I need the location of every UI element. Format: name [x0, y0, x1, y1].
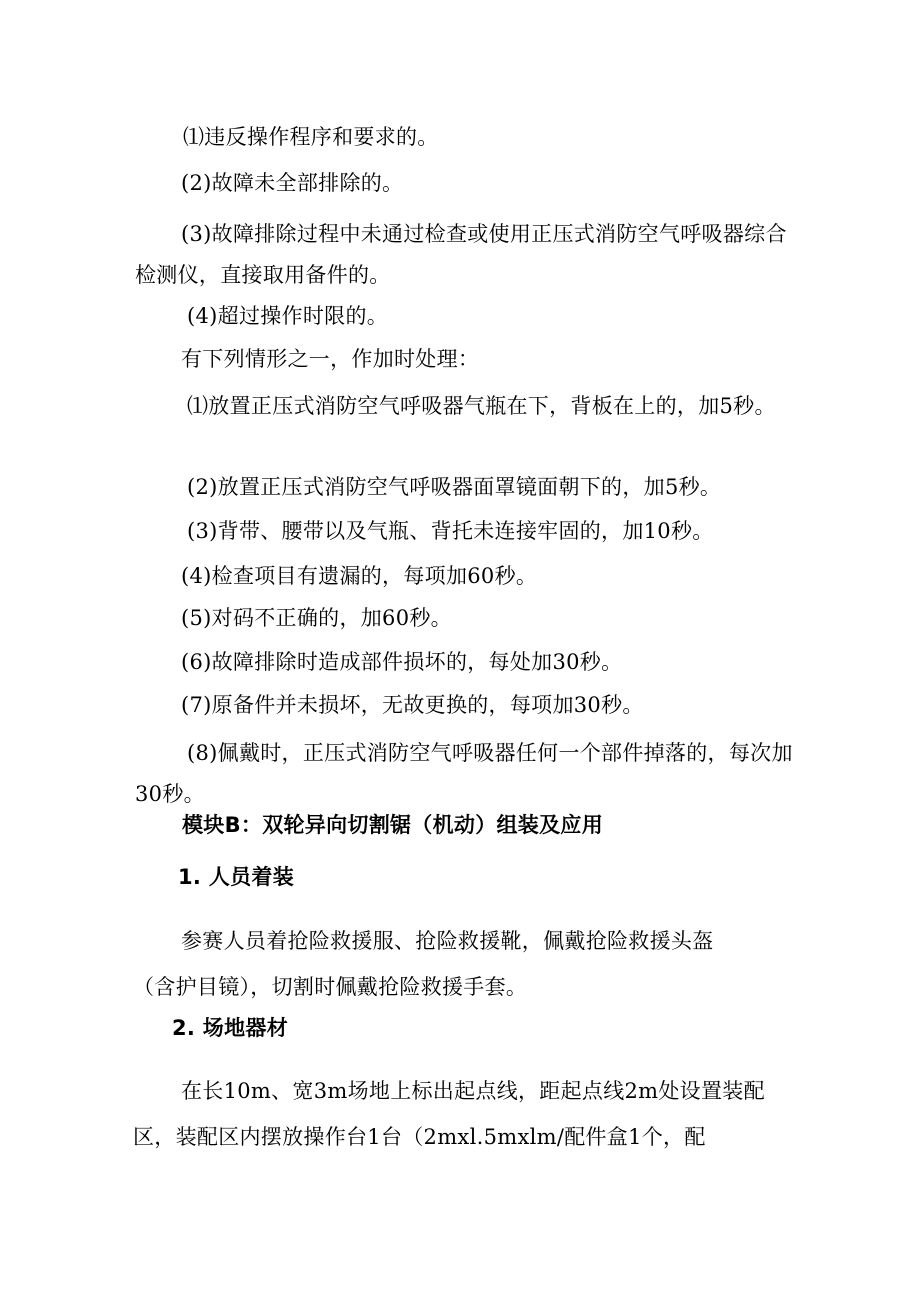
penalty-item-4: (4)检查项目有遗漏的，每项加60秒。: [181, 564, 538, 588]
section-heading-attire: 1. 人员着装: [178, 865, 294, 889]
penalty-item-1: ⑴放置正压式消防空气呼吸器气瓶在下，背板在上的，加5秒。: [187, 394, 776, 418]
criteria-item-4: (4)超过操作时限的。: [187, 304, 389, 328]
penalty-item-7: (7)原备件并未损坏，无故更换的，每项加30秒。: [181, 693, 644, 717]
criteria-item-2: (2)故障未全部排除的。: [181, 171, 404, 195]
section-heading-venue: 2. 场地器材: [172, 1016, 288, 1040]
module-title: 模块B：双轮异向切割锯（机动）组装及应用: [182, 813, 604, 837]
penalty-item-2: (2)放置正压式消防空气呼吸器面罩镜面朝下的，加5秒。: [187, 475, 722, 499]
section-body-attire: 参赛人员着抢险救援服、抢险救援靴，佩戴抢险救援头盔（含护目镜），切割时佩戴抢险救援手套。: [133, 929, 714, 999]
penalty-item-3: (3)背带、腰带以及气瓶、背托未连接牢固的，加10秒。: [187, 519, 714, 543]
section-body-venue: 在长10m、宽3m场地上标出起点线，距起点线2m处设置装配区，装配区内摆放操作台1台（2mxl.5mxlm/配件盒1个，配: [133, 1079, 765, 1149]
penalty-item-8: (8)佩戴时，正压式消防空气呼吸器任何一个部件掉落的，每次加30秒。: [135, 741, 793, 806]
penalty-item-6: (6)故障排除时造成部件损坏的，每处加30秒。: [181, 650, 623, 674]
criteria-item-3: (3)故障排除过程中未通过检查或使用正压式消防空气呼吸器综合检测仪，直接取用备件的。: [135, 222, 787, 287]
penalty-item-5: (5)对码不正确的，加60秒。: [181, 606, 452, 630]
penalty-intro: 有下列情形之一，作加时处理：: [181, 347, 480, 371]
criteria-item-1: ⑴违反操作程序和要求的。: [183, 125, 439, 149]
